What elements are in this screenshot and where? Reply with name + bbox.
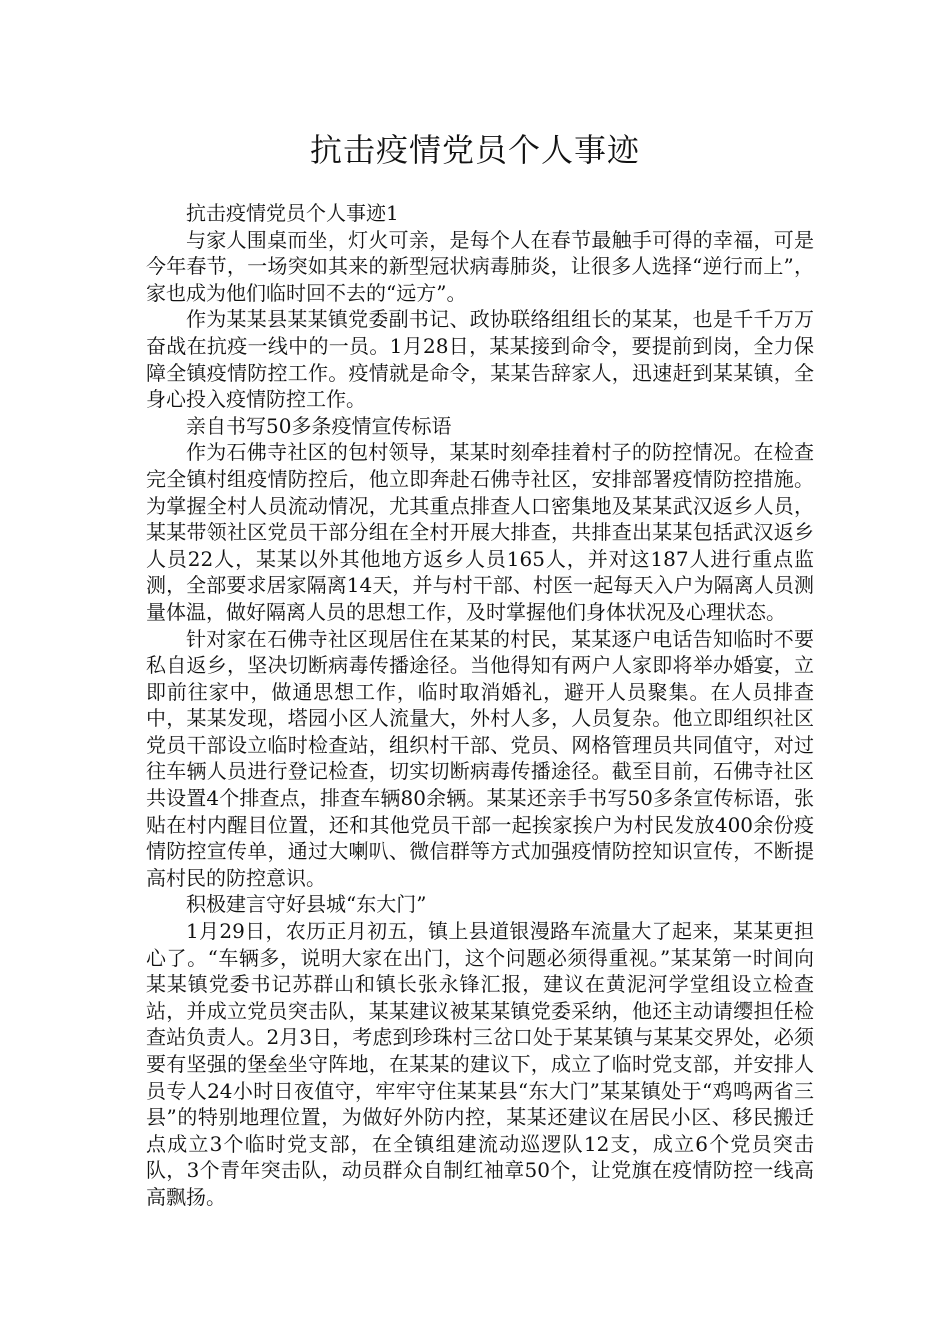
page-title: 抗击疫情党员个人事迹 xyxy=(309,131,640,169)
paragraph: 针对家在石佛寺社区现居住在某某的村民，某某逐户电话告知临时不要私自返乡，坚决切断病毒传播途径。当他得知有两户人家即将举办婚宴，立即前往家中，做通思想工作，临时取消婚礼，避开人员聚集。在人员排查中，某某发现，塔园小区人流量大，外村人多，人员复杂。他立即组织社区党员干部设立临时检查站，组织村干部、党员、网格管理员共同值守，对过往车辆人员进行登记检查，切实切断病毒传播途径。截至目前，石佛寺社区共设置4个排查点，排查车辆80余辆。某某还亲手书写50多条宣传标语，张贴在村内醒目位置，还和其他党员干部一起挨家挨户为村民发放400余份疫情防控宣传单，通过大喇叭、微信群等方式加强疫情防控知识宣传，不断提高村民的防控意识。 xyxy=(146,626,814,890)
document-body xyxy=(146,200,814,1211)
section-heading: 积极建言守好县城“东大门” xyxy=(186,892,427,917)
section-heading: 亲自书写50多条疫情宣传标语 xyxy=(186,413,452,438)
paragraph: 作为某某县某某镇党委副书记、政协联络组组长的某某，也是千千万万奋战在抗疫一线中的一员。1月28日，某某接到命令，要提前到岗，全力保障全镇疫情防控工作。疫情就是命令，某某告辞家人，迅速赶到某某镇，全身心投入疫情防控工作。 xyxy=(146,307,814,412)
paragraph: 作为石佛寺社区的包村领导，某某时刻牵挂着村子的防控情况。在检查完全镇村组疫情防控后，他立即奔赴石佛寺社区，安排部署疫情防控措施。为掌握全村人员流动情况，尤其重点排查人口密集地及某某武汉返乡人员，某某带领社区党员干部分组在全村开展大排查，共排查出某某包括武汉返乡人员22人，某某以外其他地方返乡人员165人，并对这187人进行重点监测，全部要求居家隔离14天，并与村干部、村医一起每天入户为隔离人员测量体温，做好隔离人员的思想工作，及时掌握他们身体状况及心理状态。 xyxy=(146,440,814,624)
section-heading: 抗击疫情党员个人事迹1 xyxy=(186,201,399,225)
paragraph: 与家人围桌而坐，灯火可亲，是每个人在春节最触手可得的幸福，可是今年春节，一场突如其来的新型冠状病毒肺炎，让很多人选择“逆行而上”，家也成为他们临时回不去的“远方”。 xyxy=(146,227,814,305)
paragraph: 1月29日，农历正月初五，镇上县道银漫路车流量大了起来，某某更担心了。“车辆多，说明大家在出门，这个问题必须得重视。”某某第一时间向某某镇党委书记苏群山和镇长张永锋汇报，建议在黄泥河学堂组设立检查站，并成立党员突击队，某某建议被某某镇党委采纳，他还主动请缨担任检查站负责人。2月3日，考虑到珍珠村三岔口处于某某镇与某某交界处，必须要有坚强的堡垒坐守阵地，在某某的建议下，成立了临时党支部，并安排人员专人24小时日夜值守，牢牢守住某某县“东大门”某某镇处于“鸡鸣两省三县”的特别地理位置，为做好外防内控，某某还建议在居民小区、移民搬迁点成立3个临时党支部，在全镇组建流动巡逻队12支，成立6个党员突击队，3个青年突击队，动员群众自制红袖章50个，让党旗在疫情防控一线高高飘扬。 xyxy=(146,919,814,1209)
